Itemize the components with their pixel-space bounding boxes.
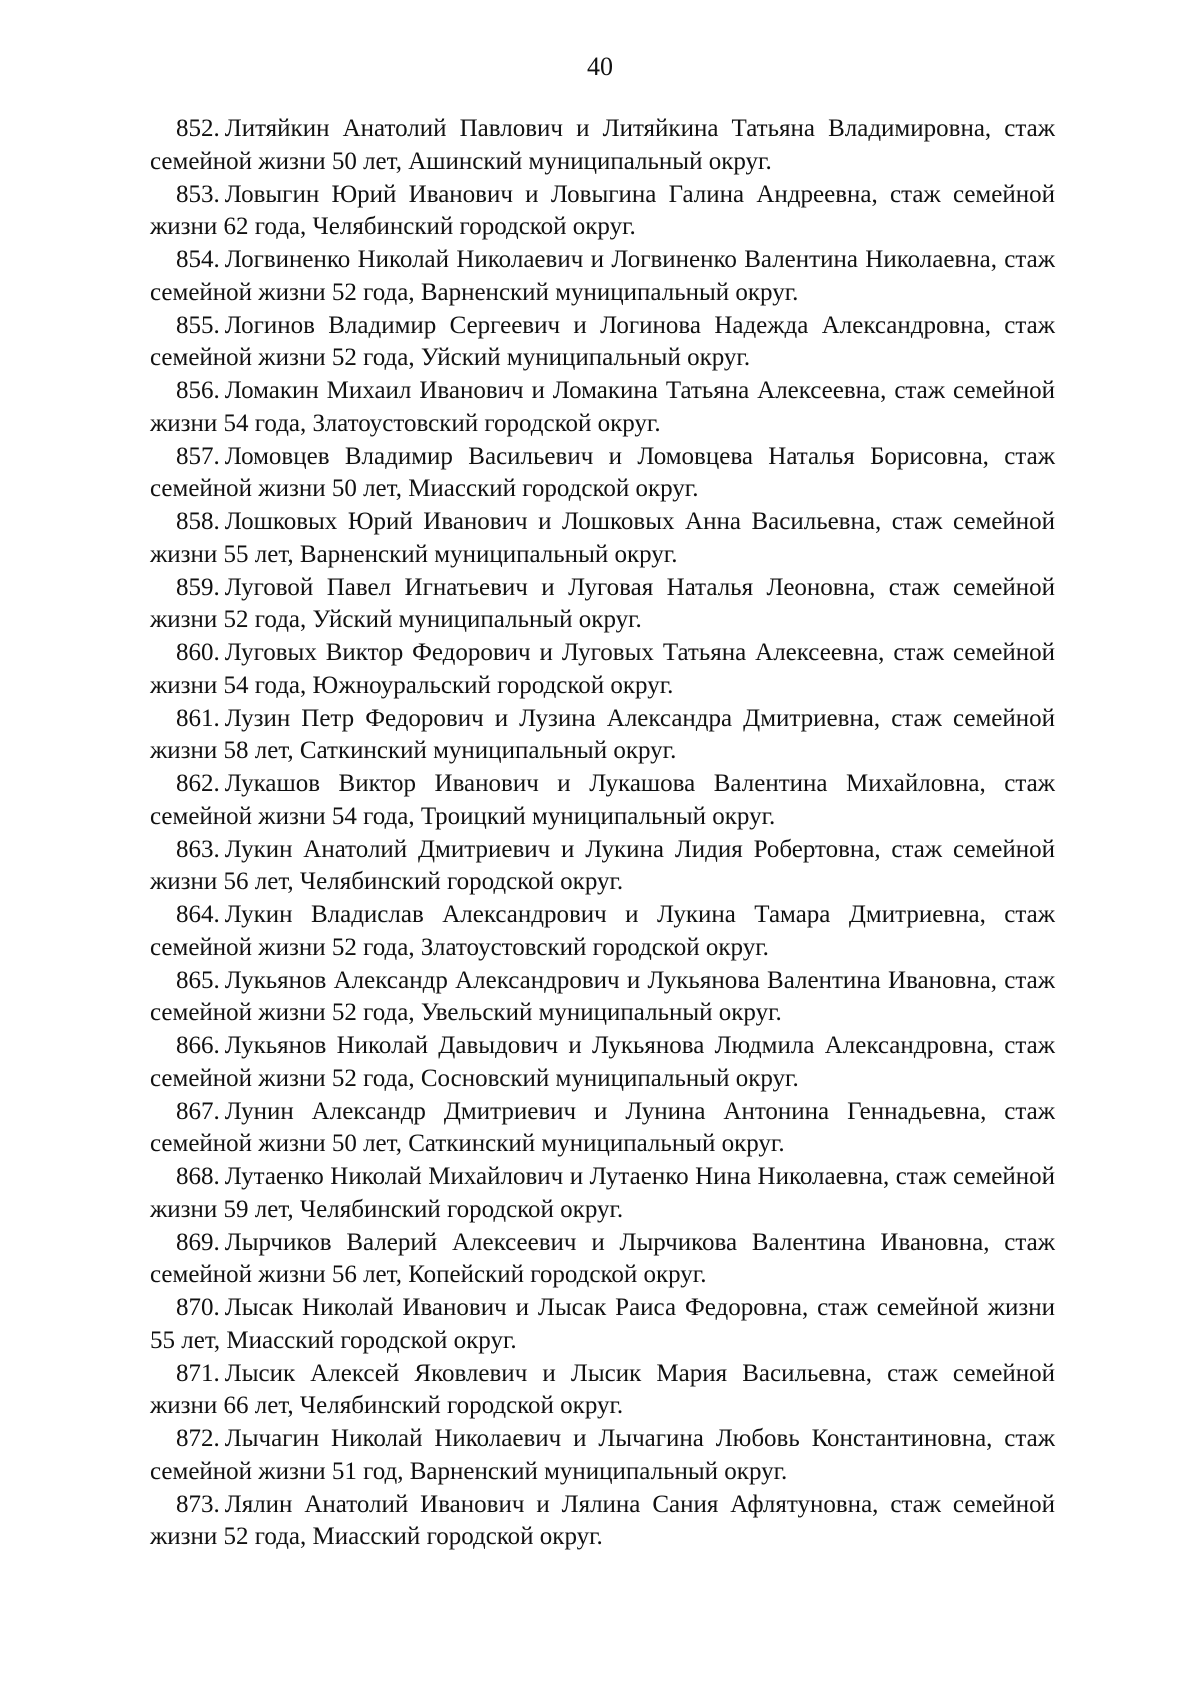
list-item [150, 965, 1055, 1030]
list-item [150, 1161, 1055, 1226]
list-item [150, 244, 1055, 309]
entry-number: 861. [176, 704, 220, 732]
entry-text: Лырчиков Валерий Алексеевич и Лырчикова Валентина Ивановна, стаж семейной жизни 56 лет, Копейский городской округ. [150, 1228, 1055, 1288]
entry-number: 853. [176, 180, 220, 208]
entry-number: 865. [176, 966, 220, 994]
entry-text: Лукьянов Николай Давыдович и Лукьянова Людмила Александровна, стаж семейной жизни 52 года, Сосновский муниципальный округ. [150, 1032, 1055, 1092]
list-item [150, 1358, 1055, 1423]
entry-number: 859. [176, 573, 220, 601]
entry-text: Логвиненко Николай Николаевич и Логвиненко Валентина Николаевна, стаж семейной жизни 52 года, Варненский муниципальный округ. [150, 246, 1055, 306]
list-item [150, 703, 1055, 768]
entry-number: 855. [176, 311, 220, 339]
entry-text: Лысик Алексей Яковлевич и Лысик Мария Васильевна, стаж семейной жизни 66 лет, Челябинский городской округ. [150, 1359, 1055, 1419]
entry-text: Лукьянов Александр Александрович и Лукьянова Валентина Ивановна, стаж семейной жизни 52 года, Увельский муниципальный округ. [150, 966, 1055, 1026]
entry-number: 871. [176, 1359, 220, 1387]
list-item [150, 1423, 1055, 1488]
entry-number: 866. [176, 1032, 220, 1059]
entry-number: 870. [176, 1294, 220, 1321]
entry-text: Лысак Николай Иванович и Лысак Раиса Федоровна, стаж семейной жизни 55 лет, Миасский городской округ. [150, 1294, 1055, 1354]
entry-number: 863. [176, 835, 220, 863]
entry-text: Ломакин Михаил Иванович и Ломакина Татьяна Алексеевна, стаж семейной жизни 54 года, Златоустовский городской округ. [150, 377, 1055, 437]
entry-number: 857. [176, 442, 220, 470]
list-item [150, 310, 1055, 375]
entry-text: Литяйкин Анатолий Павлович и Литяйкина Татьяна Владимировна, стаж семейной жизни 50 лет, Ашинский муниципальный округ. [150, 115, 1055, 175]
entry-number: 856. [176, 377, 220, 404]
entry-text: Лукашов Виктор Иванович и Лукашова Валентина Михайловна, стаж семейной жизни 54 года, Троицкий муниципальный округ. [150, 770, 1055, 830]
entry-number: 864. [176, 901, 220, 928]
entry-text: Лукин Владислав Александрович и Лукина Тамара Дмитриевна, стаж семейной жизни 52 года, Златоустовский городской округ. [150, 901, 1055, 961]
entry-number: 868. [176, 1163, 220, 1190]
entry-number: 862. [176, 770, 220, 797]
entry-number: 869. [176, 1228, 220, 1256]
list-item [150, 1030, 1055, 1095]
list-item [150, 506, 1055, 571]
list-item [150, 768, 1055, 833]
list-item [150, 834, 1055, 899]
entry-number: 860. [176, 639, 220, 666]
entry-number: 867. [176, 1097, 220, 1125]
list-item [150, 441, 1055, 506]
entry-text: Луговой Павел Игнатьевич и Луговая Наталья Леоновна, стаж семейной жизни 52 года, Уйский муниципальный округ. [150, 573, 1055, 633]
entry-text: Лялин Анатолий Иванович и Лялина Сания Афлятуновна, стаж семейной жизни 52 года, Миасский городской округ. [150, 1490, 1055, 1550]
entry-number: 872. [176, 1425, 220, 1452]
list-item [150, 179, 1055, 244]
entry-text: Лошковых Юрий Иванович и Лошковых Анна Васильевна, стаж семейной жизни 55 лет, Варненский муниципальный округ. [150, 508, 1055, 568]
entry-text: Лукин Анатолий Дмитриевич и Лукина Лидия Робертовна, стаж семейной жизни 56 лет, Челябинский городской округ. [150, 835, 1055, 895]
list-item [150, 1227, 1055, 1292]
entry-text: Лычагин Николай Николаевич и Лычагина Любовь Константиновна, стаж семейной жизни 51 год, Варненский муниципальный округ. [150, 1425, 1055, 1485]
entry-number: 854. [176, 246, 220, 273]
list-item [150, 899, 1055, 964]
list-item [150, 375, 1055, 440]
list-item [150, 637, 1055, 702]
entry-text: Логинов Владимир Сергеевич и Логинова Надежда Александровна, стаж семейной жизни 52 года, Уйский муниципальный округ. [150, 311, 1055, 371]
entry-text: Луговых Виктор Федорович и Луговых Татьяна Алексеевна, стаж семейной жизни 54 года, Южноуральский городской округ. [150, 639, 1055, 699]
entry-text: Лунин Александр Дмитриевич и Лунина Антонина Геннадьевна, стаж семейной жизни 50 лет, Саткинский муниципальный округ. [150, 1097, 1055, 1157]
entry-text: Лутаенко Николай Михайлович и Лутаенко Нина Николаевна, стаж семейной жизни 59 лет, Челябинский городской округ. [150, 1163, 1055, 1223]
entry-number: 873. [176, 1490, 220, 1518]
entry-number: 852. [176, 115, 220, 142]
list-item [150, 1096, 1055, 1161]
list-item [150, 113, 1055, 178]
entry-text: Лузин Петр Федорович и Лузина Александра Дмитриевна, стаж семейной жизни 58 лет, Саткинский муниципальный округ. [150, 704, 1055, 764]
entry-text: Ловыгин Юрий Иванович и Ловыгина Галина Андреевна, стаж семейной жизни 62 года, Челябинский городской округ. [150, 180, 1055, 240]
entry-list [150, 113, 1055, 1554]
list-item [150, 1489, 1055, 1554]
list-item [150, 572, 1055, 637]
list-item [150, 1292, 1055, 1357]
entry-text: Ломовцев Владимир Васильевич и Ломовцева Наталья Борисовна, стаж семейной жизни 50 лет, Миасский городской округ. [150, 442, 1055, 502]
entry-number: 858. [176, 508, 220, 535]
page-number: 40 [587, 52, 613, 81]
